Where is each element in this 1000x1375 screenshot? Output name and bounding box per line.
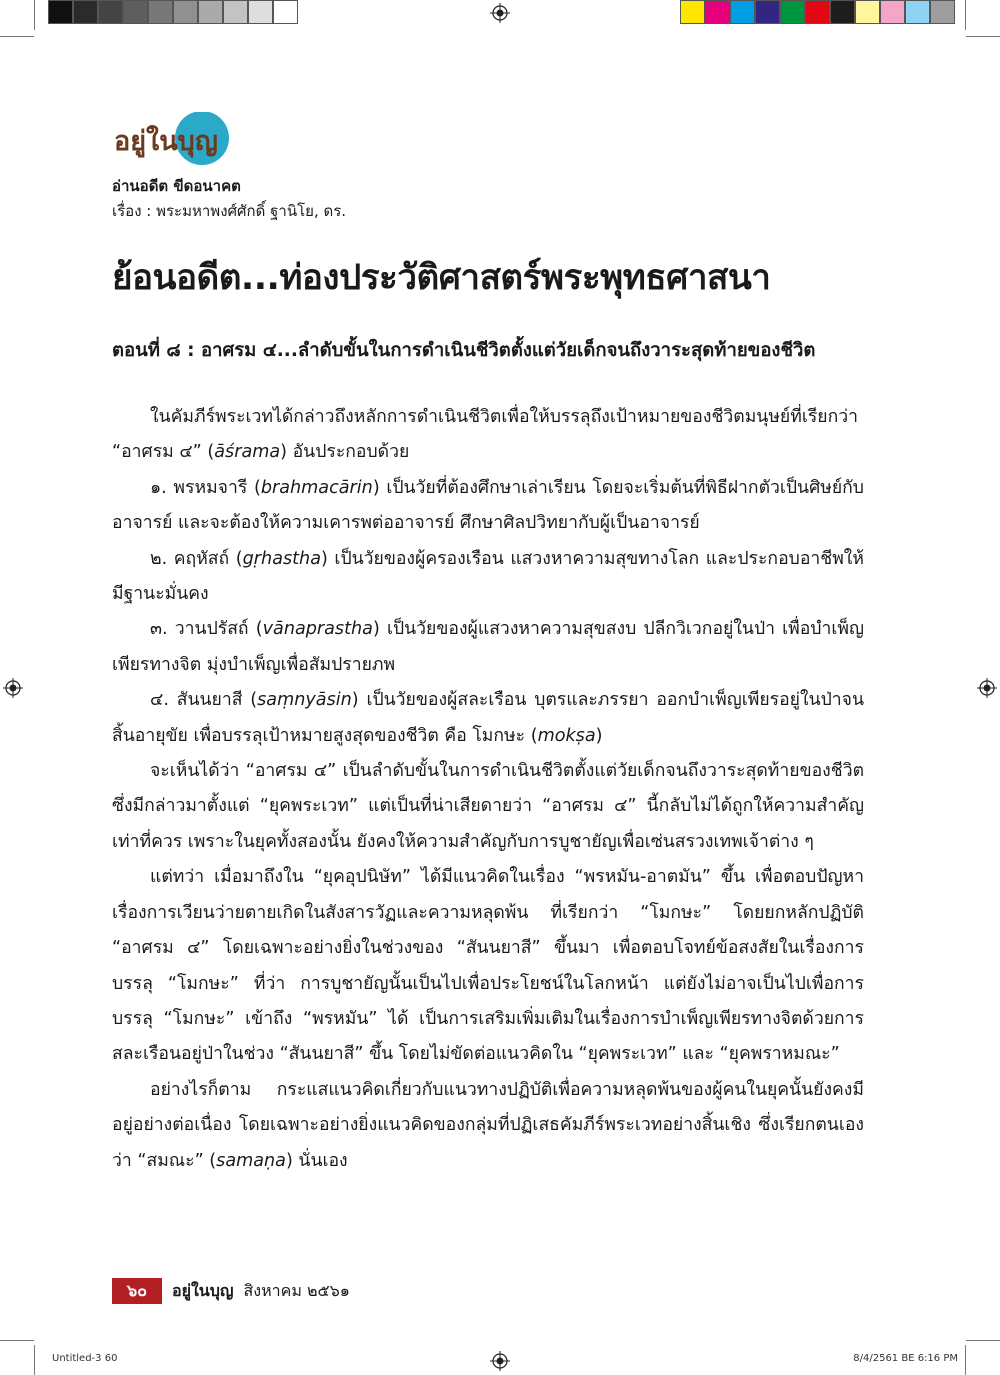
registration-mark-icon: [490, 1351, 510, 1371]
paragraph: ๑. พรหมจารี (brahmacārin) เป็นวัยที่ต้องศึกษาเล่าเรียน โดยจะเริ่มต้นที่พิธีฝากตัวเป็นศิษย์กับอาจารย์ และจะต้องให้ความเคารพต่ออาจารย์ ศึกษาศิลปวิทยากับผู้เป็นอาจารย์: [112, 477, 864, 534]
crop-mark: [34, 0, 35, 30]
crop-mark: [966, 36, 1000, 37]
print-slug-file: Untitled-3 60: [52, 1353, 118, 1364]
color-calibration-bar: [680, 0, 955, 26]
color-swatch: [98, 0, 123, 24]
registration-mark-icon: [3, 678, 23, 698]
paragraph: ในคัมภีร์พระเวทได้กล่าวถึงหลักการดำเนินชีวิตเพื่อให้บรรลุถึงเป้าหมายของชีวิตมนุษย์ที่เรียกว่า “อาศรม ๔” (āśrama) อันประกอบด้วย: [112, 407, 859, 463]
crop-mark: [0, 36, 34, 37]
page-number: ๖๐: [112, 1278, 162, 1304]
paragraph: จะเห็นได้ว่า “อาศรม ๔” เป็นลำดับขั้นในการดำเนินชีวิตตั้งแต่วัยเด็กจนถึงวาระสุดท้ายของชีวิต ซึ่งมีกล่าวมาตั้งแต่ “ยุคพระเวท” แต่เป็นที่น่าเสียดายว่า “อาศรม ๔” นี้กลับไม่ได้ถูกให้ความสำคัญเท่าที่ควร เพราะในยุคทั้งสองนั้น ยังคงให้ความสำคัญกับการบูชายัญเพื่อเซ่นสรวงเทพเจ้าต่าง ๆ: [112, 761, 864, 852]
column-name: อ่านอดีต ขีดอนาคต: [112, 177, 241, 195]
color-swatch: [148, 0, 173, 24]
magazine-logo: [112, 112, 237, 170]
svg-text:อยู่ในบุญ: อยู่ในบุญ: [114, 126, 218, 157]
magazine-name: อยู่ในบุญ: [172, 1280, 234, 1300]
crop-mark: [965, 0, 966, 30]
color-swatch: [73, 0, 98, 24]
crop-mark: [0, 1340, 34, 1341]
color-swatch: [48, 0, 73, 24]
color-swatch: [223, 0, 248, 24]
color-swatch: [123, 0, 148, 24]
color-swatch: [880, 0, 905, 24]
color-swatch: [805, 0, 830, 24]
paragraph: แต่ทว่า เมื่อมาถึงใน “ยุคอุปนิษัท” ได้มีแนวคิดในเรื่อง “พรหมัน-อาตมัน” ขึ้น เพื่อตอบปัญหาเรื่องการเวียนว่ายตายเกิดในสังสารวัฏและความหลุดพ้น ที่เรียกว่า “โมกษะ” โดยยกหลักปฏิบัติ “อาศรม ๔” โดยเฉพาะอย่างยิ่งในช่วงของ “สันนยาสี” ขึ้นมา เพื่อตอบโจทย์ข้อสงสัยในเรื่องการบรรลุ “โมกษะ” ที่ว่า การบูชายัญนั้นเป็นไปเพื่อประโยชน์ในโลกหน้า แต่ยังไม่อาจเป็นไปเพื่อการบรรลุ “โมกษะ” เข้าถึง “พรหมัน” ได้ เป็นการเสริมเพิ่มเติมในเรื่องการบำเพ็ญเพียรทางจิตด้วยการสละเรือนอยู่ป่าในช่วง “สันนยาสี” ขึ้น โดยไม่ขัดต่อแนวคิดใน “ยุคพระเวท” และ “ยุคพราหมณะ”: [112, 867, 864, 1065]
color-swatch: [930, 0, 955, 24]
paragraph: อย่างไรก็ตาม กระแสแนวคิดเกี่ยวกับแนวทางปฏิบัติเพื่อความหลุดพ้นของผู้คนในยุคนั้นยังคงมีอยู่อย่างต่อเนื่อง โดยเฉพาะอย่างยิ่งแนวคิดของกลุ่มที่ปฏิเสธคัมภีร์พระเวทอย่างสิ้นเชิง ซึ่งเรียกตนเองว่า “สมณะ” (samaṇa) นั่นเอง: [112, 1079, 864, 1171]
page-title: ย้อนอดีต...ท่องประวัติศาสตร์พระพุทธศาสนา: [112, 258, 771, 298]
color-swatch: [780, 0, 805, 24]
color-swatch: [830, 0, 855, 24]
print-slug-date: 8/4/2561 BE 6:16 PM: [853, 1353, 958, 1364]
paragraph: ๔. สันนยาสี (saṃnyāsin) เป็นวัยของผู้สละเรือน บุตรและภรรยา ออกบำเพ็ญเพียรอยู่ในป่าจนสิ้นอายุขัย เพื่อบรรลุเป้าหมายสูงสุดของชีวิต คือ โมกษะ (mokṣa): [112, 690, 864, 746]
color-swatch: [248, 0, 273, 24]
registration-mark-icon: [490, 3, 510, 23]
paragraph: ๒. คฤหัสถ์ (gṛhastha) เป็นวัยของผู้ครองเรือน แสวงหาความสุขทางโลก และประกอบอาชีพให้มีฐานะมั่นคง: [112, 548, 864, 605]
color-swatch: [680, 0, 705, 24]
color-swatch: [730, 0, 755, 24]
color-swatch: [905, 0, 930, 24]
article-body: [112, 400, 864, 1179]
color-swatch: [273, 0, 298, 24]
crop-mark: [34, 1345, 35, 1375]
color-swatch: [855, 0, 880, 24]
byline: เรื่อง : พระมหาพงศ์ศักดิ์ ฐานิโย, ดร.: [112, 202, 347, 220]
color-swatch: [705, 0, 730, 24]
color-swatch: [198, 0, 223, 24]
color-swatch: [173, 0, 198, 24]
color-swatch: [755, 0, 780, 24]
issue-date: สิงหาคม ๒๕๖๑: [243, 1280, 350, 1300]
episode-title: ตอนที่ ๘ : อาศรม ๔...ลำดับขั้นในการดำเนินชีวิตตั้งแต่วัยเด็กจนถึงวาระสุดท้ายของชีวิต: [112, 340, 816, 361]
page-footer: [112, 1278, 350, 1304]
crop-mark: [965, 1345, 966, 1375]
paragraph: ๓. วานปรัสถ์ (vānaprastha) เป็นวัยของผู้แสวงหาความสุขสงบ ปลีกวิเวกอยู่ในป่า เพื่อบำเพ็ญเพียรทางจิต มุ่งบำเพ็ญเพื่อสัมปรายภพ: [112, 619, 864, 675]
gray-calibration-bar: [48, 0, 298, 26]
crop-mark: [966, 1340, 1000, 1341]
registration-mark-icon: [977, 678, 997, 698]
